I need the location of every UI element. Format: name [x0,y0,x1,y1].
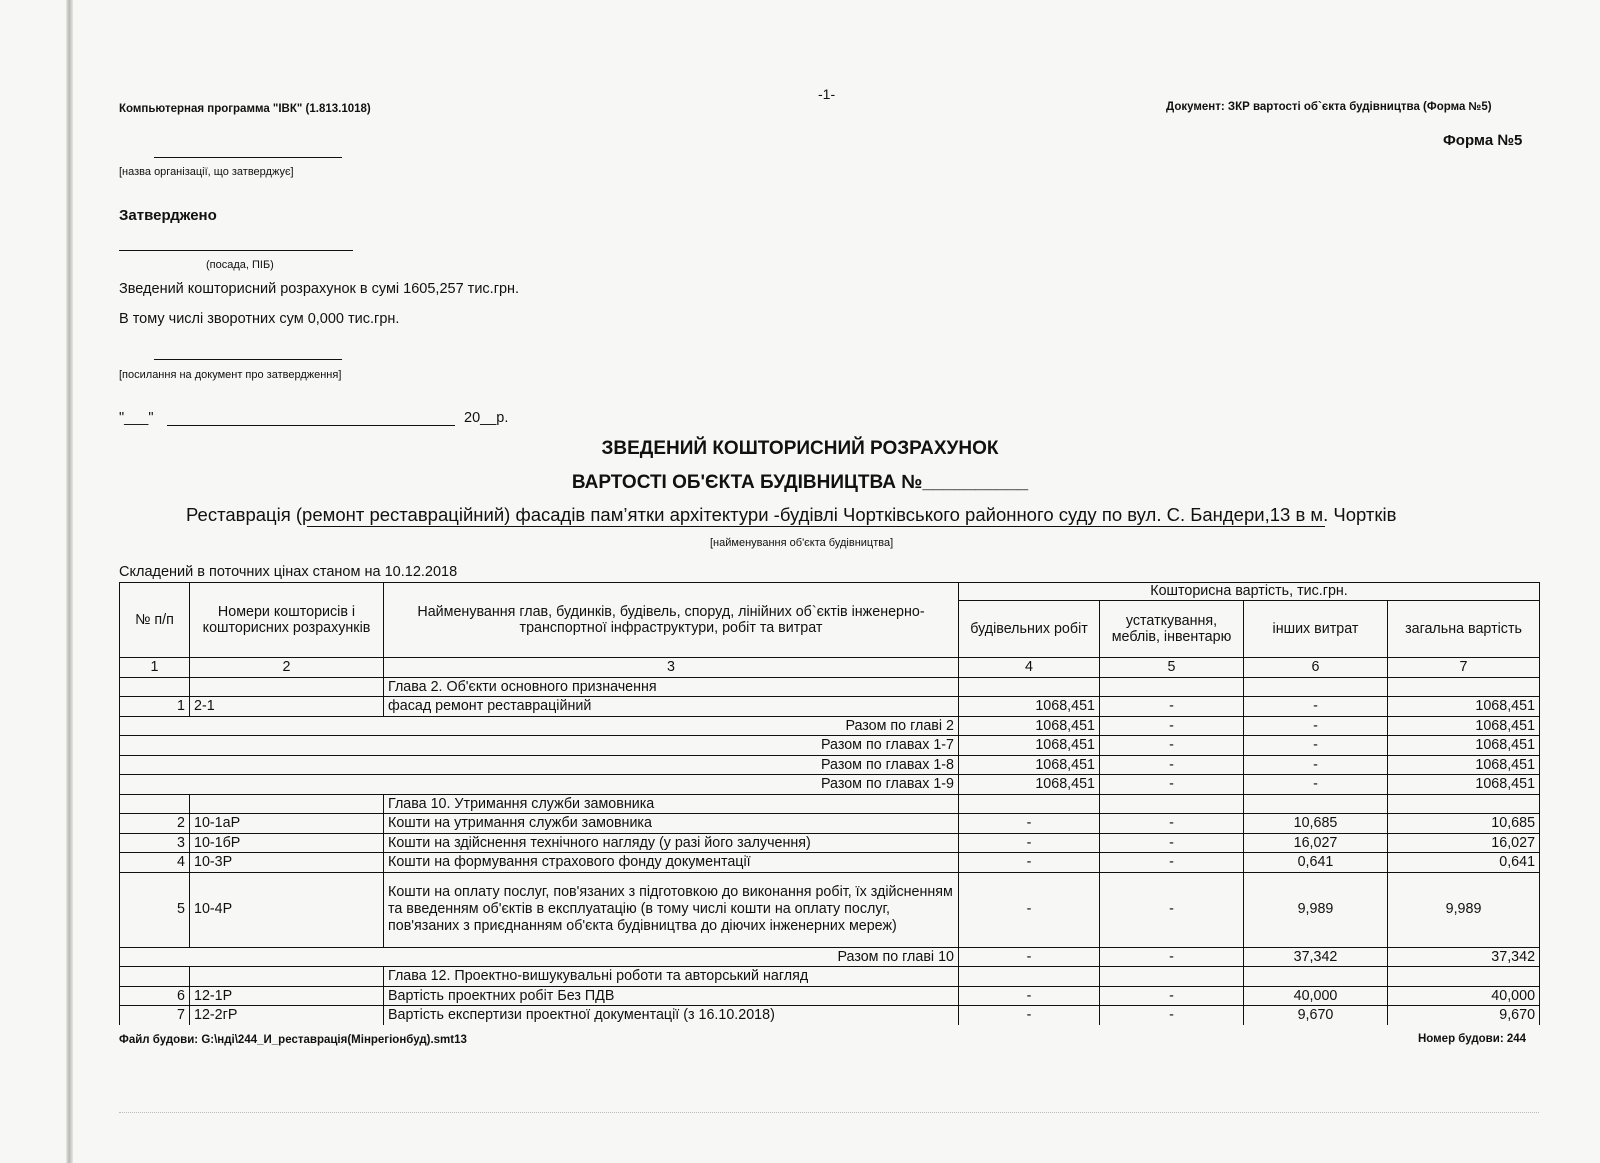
row-other: 0,641 [1244,853,1388,873]
header-estimates: Номери кошторисів і кошторисних розрахунків [190,583,384,658]
header-num: № п/п [120,583,190,658]
subtotal-total: 1068,451 [1388,716,1540,736]
row-code: 10-4Р [190,872,384,947]
chapter-row [120,967,1540,987]
estimate-table [119,582,1540,1025]
table-row [120,833,1540,853]
row-total: 16,027 [1388,833,1540,853]
row-construction: - [959,833,1100,853]
chapter-title: Глава 2. Об'єкти основного призначення [384,677,959,697]
row-equipment: - [1100,697,1244,717]
row-equipment: - [1100,1006,1244,1025]
position-caption: (посада, ПІБ) [206,259,274,271]
row-construction: - [959,814,1100,834]
row-num: 3 [120,833,190,853]
subtotal-total: 1068,451 [1388,736,1540,756]
header-name: Найменування глав, будинків, будівель, споруд, лінійних об`єктів інженерно-транспортної інфраструктури, робіт та витрат [384,583,959,658]
col-number: 7 [1388,658,1540,678]
row-code: 12-2гР [190,1006,384,1025]
row-equipment: - [1100,986,1244,1006]
program-name: Компьютерная программа "ІВК" (1.813.1018) [119,103,371,115]
form-number: Форма №5 [1443,132,1523,149]
row-num: 6 [120,986,190,1006]
row-code: 10-1аР [190,814,384,834]
subtotal-other: - [1244,716,1388,736]
table-row [120,872,1540,947]
object-name: Реставрація (ремонт реставраційний) фасадів пам’ятки архітектури -будівлі Чортківського районного суду по вул. С. Бандери,13 в м. Чортків [186,504,1397,525]
row-num: 7 [120,1006,190,1025]
row-total: 9,670 [1388,1006,1540,1025]
row-num: 4 [120,853,190,873]
subtotal-other: - [1244,736,1388,756]
total-sum-text: Зведений кошторисний розрахунок в сумі 1605,257 тис.грн. [119,281,520,297]
subtotal-total: 37,342 [1388,947,1540,967]
row-other: 40,000 [1244,986,1388,1006]
subtotal-label: Разом по главах 1-9 [120,775,959,795]
document-title: ЗВЕДЕНИЙ КОШТОРИСНИЙ РОЗРАХУНОК [601,438,999,459]
approved-heading: Затверджено [119,207,217,224]
chapter-row [120,677,1540,697]
subtotal-equipment: - [1100,947,1244,967]
table-row [120,986,1540,1006]
row-total: 10,685 [1388,814,1540,834]
chapter-title: Глава 10. Утримання служби замовника [384,794,959,814]
subtotal-equipment: - [1100,716,1244,736]
row-other: 10,685 [1244,814,1388,834]
date-day: "___" [119,410,154,426]
org-signature-line [154,157,342,158]
column-number-row [120,658,1540,678]
footer-file: Файл будови: G:\ндi\244_И_реставрація(Мінрегіонбуд).smt13 [119,1034,467,1046]
col-number: 4 [959,658,1100,678]
footer-number: Номер будови: 244 [1418,1033,1527,1045]
subtotal-equipment: - [1100,775,1244,795]
row-equipment: - [1100,814,1244,834]
row-construction: - [959,853,1100,873]
table-row [120,853,1540,873]
row-total: 9,989 [1388,872,1540,947]
row-other: 9,670 [1244,1006,1388,1025]
subtotal-other: - [1244,775,1388,795]
row-name: Кошти на формування страхового фонду документації [384,853,959,873]
row-construction: - [959,1006,1100,1025]
table-row [120,1006,1540,1025]
subtotal-label: Разом по главах 1-7 [120,736,959,756]
subtotal-other: - [1244,755,1388,775]
reference-caption: [посилання на документ про затвердження] [119,369,342,381]
page-bottom-edge [119,1112,1539,1113]
subtotal-row [120,755,1540,775]
subtotal-row [120,736,1540,756]
subtotal-construction: 1068,451 [959,716,1100,736]
row-equipment: - [1100,872,1244,947]
header-equipment: устаткування, меблів, інвентарю [1100,601,1244,658]
row-name: Вартість експертизи проектної документації (з 16.10.2018) [384,1006,959,1025]
returnable-sum-text: В тому числі зворотних сум 0,000 тис.грн. [119,311,400,327]
row-name: Кошти на утримання служби замовника [384,814,959,834]
subtotal-total: 1068,451 [1388,775,1540,795]
row-construction: 1068,451 [959,697,1100,717]
subtotal-label: Разом по главі 2 [120,716,959,736]
table-row [120,697,1540,717]
subtotal-label: Разом по главах 1-8 [120,755,959,775]
subtotal-row [120,775,1540,795]
row-name: фасад ремонт реставраційний [384,697,959,717]
reference-line [154,359,342,360]
row-equipment: - [1100,853,1244,873]
scan-edge [66,0,73,1163]
row-other: 16,027 [1244,833,1388,853]
subtotal-construction: 1068,451 [959,775,1100,795]
position-signature-line [119,250,353,251]
header-total: загальна вартість [1388,601,1540,658]
header-cost-group: Кошторисна вартість, тис.грн. [959,583,1540,601]
object-name-underline [307,526,1325,527]
date-year: 20__р. [464,410,509,426]
col-number: 1 [120,658,190,678]
header-construction: будівельних робіт [959,601,1100,658]
col-number: 2 [190,658,384,678]
page-number: -1- [818,86,836,102]
chapter-title: Глава 12. Проектно-вишукувальні роботи та авторський нагляд [384,967,959,987]
object-caption: [найменування об'єкта будівництва] [710,537,894,549]
row-total: 0,641 [1388,853,1540,873]
row-other: - [1244,697,1388,717]
row-other: 9,989 [1244,872,1388,947]
date-month-line [167,425,455,426]
row-num: 1 [120,697,190,717]
row-name: Кошти на здійснення технічного нагляду (у разі його залучення) [384,833,959,853]
row-num: 2 [120,814,190,834]
col-number: 5 [1100,658,1244,678]
chapter-row [120,794,1540,814]
row-code: 10-1бР [190,833,384,853]
row-total: 1068,451 [1388,697,1540,717]
subtotal-row [120,947,1540,967]
subtotal-label: Разом по главі 10 [120,947,959,967]
row-num: 5 [120,872,190,947]
row-construction: - [959,872,1100,947]
subtotal-construction: 1068,451 [959,736,1100,756]
subtotal-construction: - [959,947,1100,967]
subtotal-total: 1068,451 [1388,755,1540,775]
row-code: 12-1Р [190,986,384,1006]
subtotal-construction: 1068,451 [959,755,1100,775]
row-code: 10-3Р [190,853,384,873]
col-number: 3 [384,658,959,678]
subtotal-other: 37,342 [1244,947,1388,967]
subtotal-equipment: - [1100,755,1244,775]
row-name: Вартість проектних робіт Без ПДВ [384,986,959,1006]
header-other: інших витрат [1244,601,1388,658]
document-type: Документ: ЗКР вартості об`єкта будівництва (Форма №5) [1166,101,1492,113]
row-name: Кошти на оплату послуг, пов'язаних з підготовкою до виконання робіт, їх здійсненням та введенням об'єктів в експлуатацію (в тому числі кошти на оплату послуг, пов'язаних з приєднанням об'єкта будівництва до діючих інженерних мереж) [384,872,959,947]
row-equipment: - [1100,833,1244,853]
subtotal-row [120,716,1540,736]
row-code: 2-1 [190,697,384,717]
col-number: 6 [1244,658,1388,678]
org-caption: [назва організації, що затверджує] [119,166,294,178]
prices-note: Складений в поточних цінах станом на 10.12.2018 [119,564,458,580]
row-total: 40,000 [1388,986,1540,1006]
row-construction: - [959,986,1100,1006]
subtotal-equipment: - [1100,736,1244,756]
document-subtitle: ВАРТОСТІ ОБ'ЄКТА БУДІВНИЦТВА №__________ [571,472,1029,493]
table-row [120,814,1540,834]
header-row [120,583,1540,601]
